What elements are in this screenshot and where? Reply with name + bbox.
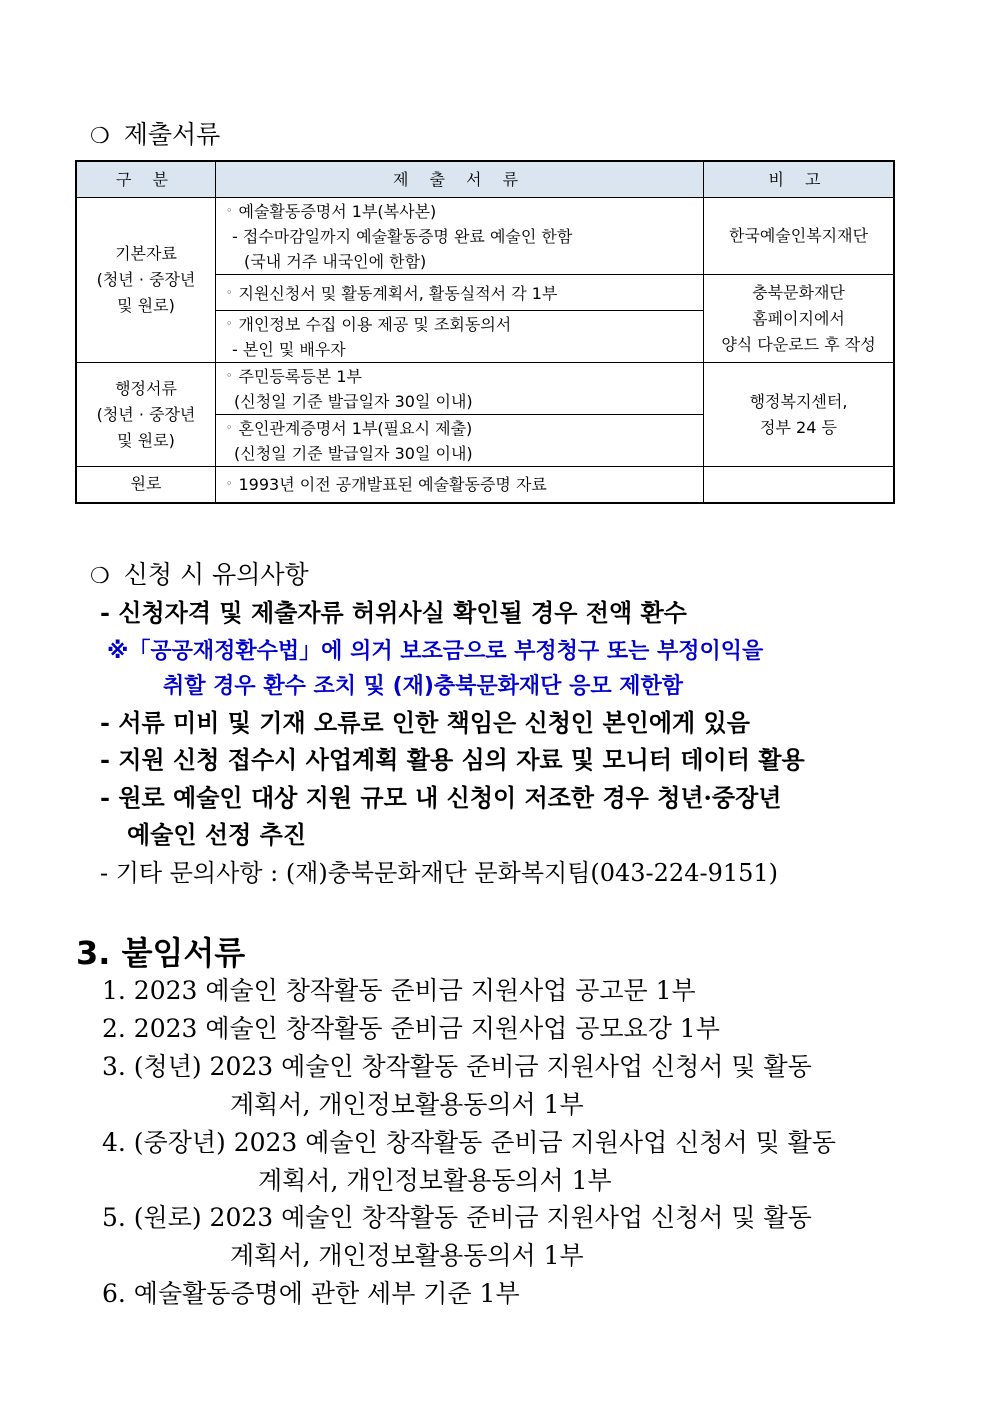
notice-legal-note: ※「공공재정환수법」에 의거 보조금으로 부정청구 또는 부정이익을 xyxy=(107,639,764,664)
document-text: 개인정보 수집 이용 제공 및 조회동의서 xyxy=(238,315,512,334)
attachment-item: 2. 2023 예술인 창작활동 준비금 지원사업 공모요강 1부 xyxy=(102,1014,720,1043)
remark-cell xyxy=(704,363,895,467)
attachment-item: 4. (중장년) 2023 예술인 창작활동 준비금 지원사업 신청서 및 활동 xyxy=(102,1128,836,1157)
document-detail: - 접수마감일까지 예술활동증명 완료 예술인 한함 xyxy=(232,227,573,246)
document-text: 예술활동증명서 1부(복사본) xyxy=(238,202,437,221)
document-detail: (신청일 기준 발급일자 30일 이내) xyxy=(234,444,473,463)
table-row xyxy=(76,198,894,275)
category-sub-label: 및 원로) xyxy=(117,296,175,315)
document-cell xyxy=(216,275,704,311)
category-cell-admin xyxy=(76,363,216,467)
column-header-documents: 제 출 서 류 xyxy=(216,161,704,198)
attachment-item: 5. (원로) 2023 예술인 창작활동 준비금 지원사업 신청서 및 활동 xyxy=(102,1203,812,1232)
remark-cell: 한국예술인복지재단 xyxy=(704,198,895,275)
column-header-category: 구 분 xyxy=(76,161,216,198)
attachment-item-cont: 계획서, 개인정보활용동의서 1부 xyxy=(230,1241,584,1270)
remark-line: 양식 다운로드 후 작성 xyxy=(721,334,876,354)
section-notice-heading xyxy=(90,555,309,591)
table-row xyxy=(76,467,894,503)
category-label: 기본자료 xyxy=(115,244,177,263)
notice-item: - 지원 신청 접수시 사업계획 활용 심의 자료 및 모니터 데이터 활용 xyxy=(100,745,805,774)
attachment-item-cont: 계획서, 개인정보활용동의서 1부 xyxy=(258,1166,612,1195)
document-detail: (신청일 기준 발급일자 30일 이내) xyxy=(234,392,473,411)
remark-line: 충북문화재단 xyxy=(752,282,845,302)
document-text: 혼인관계증명서 1부(필요시 제출) xyxy=(238,419,473,438)
remark-cell xyxy=(704,275,895,363)
attachments-heading: 3. 붙임서류 xyxy=(76,934,246,972)
document-text: 지원신청서 및 활동계획서, 활동실적서 각 1부 xyxy=(238,283,558,303)
table-row xyxy=(76,363,894,415)
document-detail: - 본인 및 배우자 xyxy=(232,340,346,359)
category-sub-label: (청년 · 중장년 xyxy=(96,404,196,424)
attachment-item: 6. 예술활동증명에 관한 세부 기준 1부 xyxy=(102,1279,520,1308)
document-cell xyxy=(216,415,704,467)
notice-contact: - 기타 문의사항 : (재)충북문화재단 문화복지팀(043-224-9151) xyxy=(100,859,779,887)
category-cell-basic xyxy=(76,198,216,363)
attachment-item: 3. (청년) 2023 예술인 창작활동 준비금 지원사업 신청서 및 활동 xyxy=(102,1052,812,1081)
section-title: 제출서류 xyxy=(123,120,221,149)
attachment-item: 1. 2023 예술인 창작활동 준비금 지원사업 공고문 1부 xyxy=(102,976,696,1005)
attachment-item-cont: 계획서, 개인정보활용동의서 1부 xyxy=(230,1090,584,1119)
category-sub-label: 및 원로) xyxy=(117,430,175,450)
document-text: 주민등록등본 1부 xyxy=(238,367,362,386)
circle-bullet-icon: ❍ xyxy=(90,124,110,149)
notice-item: - 신청자격 및 제출자류 허위사실 확인될 경우 전액 환수 xyxy=(100,598,687,627)
submission-documents-table xyxy=(75,160,895,504)
remark-line: 정부 24 등 xyxy=(760,417,837,437)
document-cell xyxy=(216,363,704,415)
dot-bullet-icon: ◦ xyxy=(226,204,233,217)
dot-bullet-icon: ◦ xyxy=(226,477,233,491)
table-header-row xyxy=(76,161,894,198)
category-cell-elder: 원로 xyxy=(76,467,216,503)
dot-bullet-icon: ◦ xyxy=(226,317,233,330)
document-text: 1993년 이전 공개발표된 예술활동증명 자료 xyxy=(238,475,547,495)
document-cell xyxy=(216,198,704,275)
document-cell xyxy=(216,311,704,363)
category-sub-label: (청년 · 중장년 xyxy=(96,270,196,289)
notice-item: 예술인 선정 추진 xyxy=(127,820,306,849)
section-title: 신청 시 유의사항 xyxy=(123,560,309,589)
dot-bullet-icon: ◦ xyxy=(226,285,233,299)
circle-bullet-icon: ❍ xyxy=(90,564,110,589)
notice-item: - 원로 예술인 대상 지원 규모 내 신청이 저조한 경우 청년·중장년 xyxy=(100,783,782,812)
remark-cell xyxy=(704,467,895,503)
dot-bullet-icon: ◦ xyxy=(226,369,233,382)
document-cell xyxy=(216,467,704,503)
column-header-remarks: 비 고 xyxy=(704,161,895,198)
section-submission-heading xyxy=(90,115,220,151)
dot-bullet-icon: ◦ xyxy=(226,421,233,434)
document-detail: (국내 거주 내국인에 한함) xyxy=(244,252,427,271)
category-label: 행정서류 xyxy=(115,378,177,398)
remark-line: 홈페이지에서 xyxy=(752,308,845,328)
notice-item: - 서류 미비 및 기재 오류로 인한 책임은 신청인 본인에게 있음 xyxy=(100,708,750,737)
remark-line: 행정복지센터, xyxy=(749,391,848,411)
notice-legal-note: 취할 경우 환수 조치 및 (재)충북문화재단 응모 제한함 xyxy=(163,674,684,699)
